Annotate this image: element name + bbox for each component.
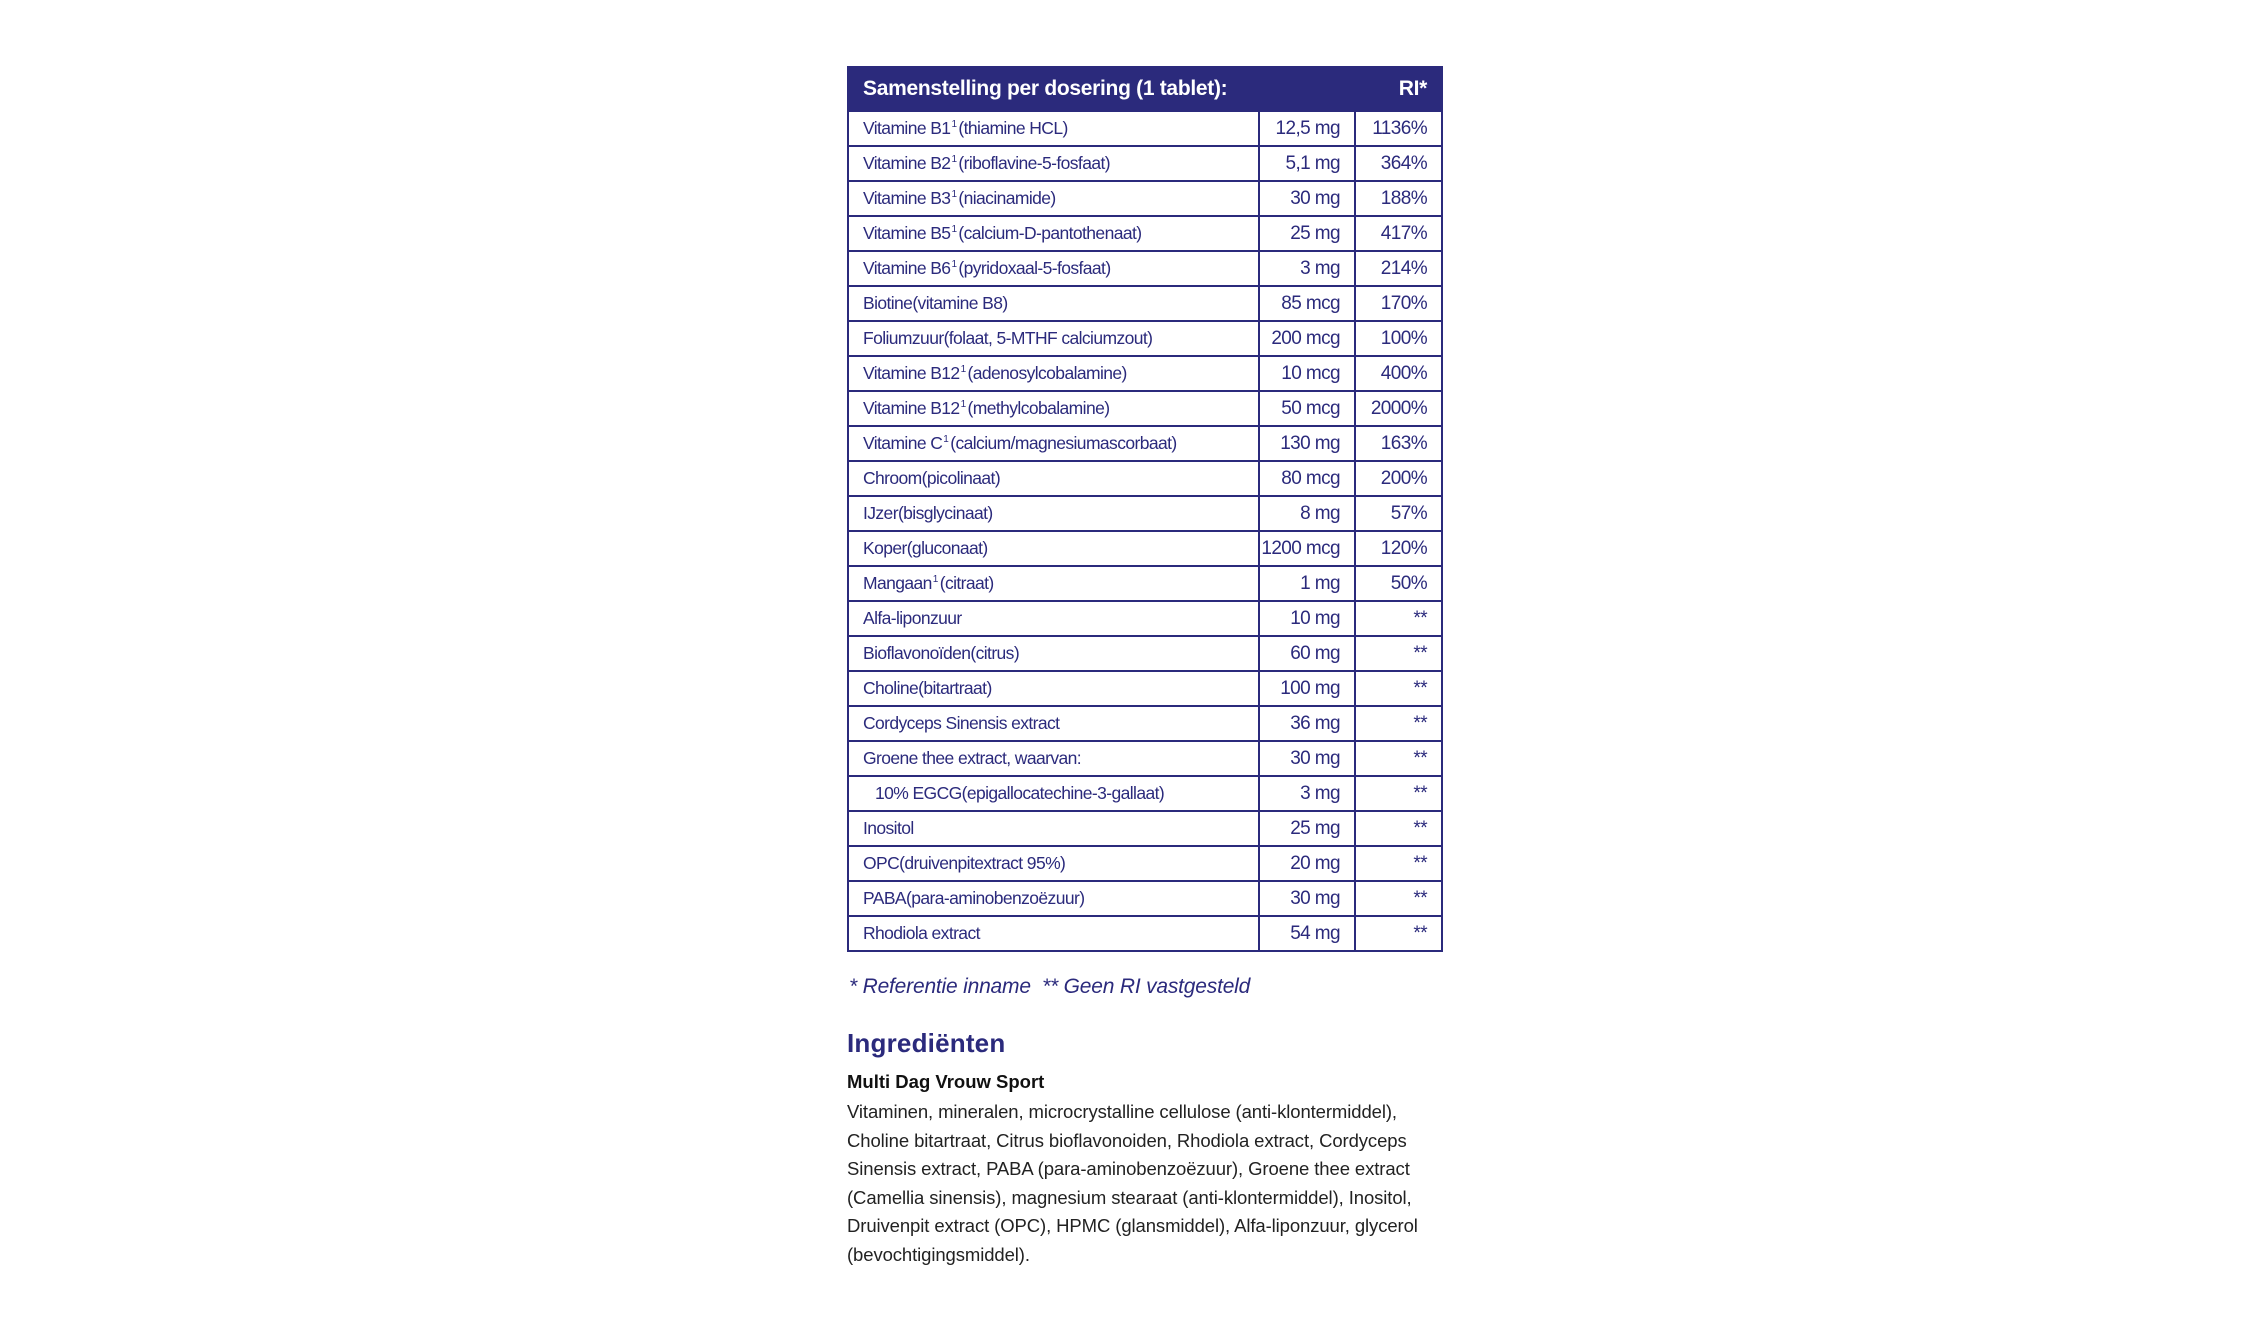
- table-row: [848, 881, 1442, 916]
- nutrient-name-cell: [848, 881, 1259, 916]
- amount-cell: 85 mcg: [1259, 286, 1355, 321]
- ri-cell: 2000%: [1355, 391, 1442, 426]
- nutrient-name: Koper: [863, 537, 907, 558]
- nutrient-name: Bioflavonoïden: [863, 642, 971, 663]
- table-body: [848, 111, 1442, 951]
- nutrient-detail: (thiamine HCL): [958, 117, 1068, 138]
- footnote-marker: 1: [951, 223, 957, 235]
- nutrient-name-cell: [848, 566, 1259, 601]
- nutrient-name: Inositol: [863, 817, 914, 838]
- nutrient-name: OPC: [863, 852, 900, 873]
- nutrient-detail: (folaat, 5-MTHF calciumzout): [943, 327, 1153, 348]
- table-row: [848, 356, 1442, 391]
- nutrient-name: Mangaan: [863, 572, 932, 593]
- nutrient-name: Vitamine B12: [863, 397, 960, 418]
- table-row: [848, 496, 1442, 531]
- ri-cell: **: [1355, 636, 1442, 671]
- ri-cell: 214%: [1355, 251, 1442, 286]
- nutrient-name: Vitamine B1: [863, 117, 951, 138]
- table-header-ri: RI*: [1355, 67, 1442, 111]
- amount-cell: 8 mg: [1259, 496, 1355, 531]
- table-row: [848, 181, 1442, 216]
- amount-cell: 30 mg: [1259, 181, 1355, 216]
- nutrient-name: Rhodiola extract: [863, 922, 980, 943]
- nutrient-name: Vitamine B6: [863, 257, 951, 278]
- amount-cell: 25 mg: [1259, 811, 1355, 846]
- ri-cell: 400%: [1355, 356, 1442, 391]
- table-row: [848, 286, 1442, 321]
- nutrient-name-cell: [848, 776, 1259, 811]
- ri-cell: 100%: [1355, 321, 1442, 356]
- ri-cell: 57%: [1355, 496, 1442, 531]
- table-row: [848, 426, 1442, 461]
- amount-cell: 20 mg: [1259, 846, 1355, 881]
- nutrient-name-cell: [848, 916, 1259, 951]
- amount-cell: 1 mg: [1259, 566, 1355, 601]
- nutrient-name-cell: [848, 111, 1259, 146]
- table-row: [848, 811, 1442, 846]
- ri-cell: **: [1355, 776, 1442, 811]
- nutrient-name-cell: [848, 636, 1259, 671]
- nutrient-name: Choline: [863, 677, 919, 698]
- nutrient-name-cell: [848, 216, 1259, 251]
- amount-cell: 25 mg: [1259, 216, 1355, 251]
- nutrient-detail: (para-aminobenzoëzuur): [906, 887, 1085, 908]
- ri-cell: 120%: [1355, 531, 1442, 566]
- ri-cell: 364%: [1355, 146, 1442, 181]
- nutrient-name-cell: [848, 741, 1259, 776]
- nutrient-name-cell: [848, 391, 1259, 426]
- nutrient-detail: (niacinamide): [958, 187, 1056, 208]
- ri-cell: 417%: [1355, 216, 1442, 251]
- ri-cell: 200%: [1355, 461, 1442, 496]
- nutrient-name: IJzer: [863, 502, 898, 523]
- product-name: Multi Dag Vrouw Sport: [847, 1071, 1045, 1092]
- nutrient-detail: (riboflavine-5-fosfaat): [958, 152, 1110, 173]
- nutrient-name-cell: [848, 321, 1259, 356]
- ri-cell: 170%: [1355, 286, 1442, 321]
- legend-note: * Referentie inname ** Geen RI vastgesteld: [849, 975, 1251, 998]
- table-row: [848, 251, 1442, 286]
- ri-cell: **: [1355, 811, 1442, 846]
- nutrient-name: Vitamine C: [863, 432, 943, 453]
- nutrient-name: 10% EGCG: [875, 782, 962, 803]
- amount-cell: 1200 mcg: [1259, 531, 1355, 566]
- nutrient-name: Vitamine B2: [863, 152, 951, 173]
- nutrient-name-cell: [848, 286, 1259, 321]
- amount-cell: 12,5 mg: [1259, 111, 1355, 146]
- nutrient-detail: (gluconaat): [906, 537, 988, 558]
- table-row: [848, 531, 1442, 566]
- nutrient-name: Foliumzuur: [863, 327, 944, 348]
- table-row: [848, 916, 1442, 951]
- ri-cell: 50%: [1355, 566, 1442, 601]
- table-row: [848, 461, 1442, 496]
- amount-cell: 80 mcg: [1259, 461, 1355, 496]
- amount-cell: 3 mg: [1259, 251, 1355, 286]
- ri-cell: **: [1355, 706, 1442, 741]
- nutrient-detail: (calcium/magnesiumascorbaat): [950, 432, 1177, 453]
- nutrient-detail: (citrus): [970, 642, 1020, 663]
- amount-cell: 10 mg: [1259, 601, 1355, 636]
- nutrient-name-cell: [848, 426, 1259, 461]
- nutrient-detail: (methylcobalamine): [967, 397, 1110, 418]
- amount-cell: 54 mg: [1259, 916, 1355, 951]
- table-row: [848, 216, 1442, 251]
- ri-cell: 1136%: [1355, 111, 1442, 146]
- amount-cell: 10 mcg: [1259, 356, 1355, 391]
- nutrient-name-cell: [848, 146, 1259, 181]
- nutrient-detail: (adenosylcobalamine): [967, 362, 1127, 383]
- footnote-marker: 1: [932, 573, 938, 585]
- amount-cell: 3 mg: [1259, 776, 1355, 811]
- nutrient-detail: (druivenpitextract 95%): [899, 852, 1066, 873]
- footnote-marker: 1: [951, 188, 957, 200]
- ingredients-heading: Ingrediënten: [847, 1028, 1006, 1058]
- ri-cell: **: [1355, 601, 1442, 636]
- nutrient-name: Cordyceps Sinensis extract: [863, 712, 1060, 733]
- amount-cell: 5,1 mg: [1259, 146, 1355, 181]
- nutrient-name: Vitamine B12: [863, 362, 960, 383]
- footnote-marker: 1: [951, 258, 957, 270]
- nutrient-name-cell: [848, 601, 1259, 636]
- nutrient-detail: (calcium-D-pantothenaat): [958, 222, 1142, 243]
- nutrient-name: Vitamine B5: [863, 222, 951, 243]
- ri-cell: **: [1355, 741, 1442, 776]
- ingredients-text: Vitaminen, mineralen, microcrystalline cellulose (anti-klontermiddel), Choline bitartraat, Citrus bioflavonoiden, Rhodiola extract, Cordyceps Sinensis extract, PABA (para-aminobenzoëzuur), Groene thee extract (Camellia sinensis), magnesium stearaat (anti-klontermiddel), Inositol, Druivenpit extract (OPC), HPMC (glansmiddel), Alfa-liponzuur, glycerol (bevochtigingsmiddel).: [847, 1101, 1418, 1265]
- nutrient-name-cell: [848, 706, 1259, 741]
- nutrient-detail: (picolinaat): [921, 467, 1001, 488]
- nutrient-name-cell: [848, 846, 1259, 881]
- footnote-marker: 1: [943, 433, 949, 445]
- table-header-title: Samenstelling per dosering (1 tablet):: [848, 67, 1355, 111]
- table-row: [848, 706, 1442, 741]
- nutrient-name: Biotine: [863, 292, 913, 313]
- table-row: [848, 671, 1442, 706]
- amount-cell: 50 mcg: [1259, 391, 1355, 426]
- ri-cell: **: [1355, 671, 1442, 706]
- footnote-marker: 1: [951, 153, 957, 165]
- amount-cell: 36 mg: [1259, 706, 1355, 741]
- footnote-marker: 1: [951, 118, 957, 130]
- amount-cell: 60 mg: [1259, 636, 1355, 671]
- ri-cell: **: [1355, 881, 1442, 916]
- nutrient-detail: (pyridoxaal-5-fosfaat): [958, 257, 1111, 278]
- nutrient-name: Vitamine B3: [863, 187, 951, 208]
- footnote-marker: 1: [960, 398, 966, 410]
- nutrient-name-cell: [848, 811, 1259, 846]
- nutrient-name: PABA: [863, 887, 906, 908]
- nutrient-name-cell: [848, 531, 1259, 566]
- nutrient-name: Chroom: [863, 467, 922, 488]
- nutrient-detail: (citraat): [939, 572, 994, 593]
- ri-cell: **: [1355, 916, 1442, 951]
- ri-cell: 163%: [1355, 426, 1442, 461]
- nutrient-detail: (vitamine B8): [912, 292, 1008, 313]
- ri-cell: **: [1355, 846, 1442, 881]
- amount-cell: 200 mcg: [1259, 321, 1355, 356]
- nutrient-name: Groene thee extract, waarvan:: [863, 747, 1082, 768]
- nutrient-name-cell: [848, 356, 1259, 391]
- table-row: [848, 601, 1442, 636]
- nutrient-detail: (epigallocatechine-3-gallaat): [961, 782, 1165, 803]
- nutrition-panel: [847, 66, 1441, 952]
- nutrient-name-cell: [848, 496, 1259, 531]
- nutrient-detail: (bitartraat): [918, 677, 992, 698]
- table-header-row: [848, 67, 1442, 111]
- table-row: [848, 741, 1442, 776]
- table-row: [848, 391, 1442, 426]
- nutrient-name-cell: [848, 461, 1259, 496]
- footnote-marker: 1: [960, 363, 966, 375]
- amount-cell: 130 mg: [1259, 426, 1355, 461]
- table-row: [848, 776, 1442, 811]
- amount-cell: 100 mg: [1259, 671, 1355, 706]
- table-row: [848, 146, 1442, 181]
- ri-cell: 188%: [1355, 181, 1442, 216]
- amount-cell: 30 mg: [1259, 881, 1355, 916]
- nutrient-name-cell: [848, 181, 1259, 216]
- nutrient-detail: (bisglycinaat): [897, 502, 993, 523]
- table-row: [848, 321, 1442, 356]
- table-row: [848, 846, 1442, 881]
- amount-cell: 30 mg: [1259, 741, 1355, 776]
- composition-table: [847, 66, 1443, 952]
- table-row: [848, 636, 1442, 671]
- nutrient-name-cell: [848, 671, 1259, 706]
- nutrient-name: Alfa-liponzuur: [863, 607, 962, 628]
- table-row: [848, 111, 1442, 146]
- nutrient-name-cell: [848, 251, 1259, 286]
- table-row: [848, 566, 1442, 601]
